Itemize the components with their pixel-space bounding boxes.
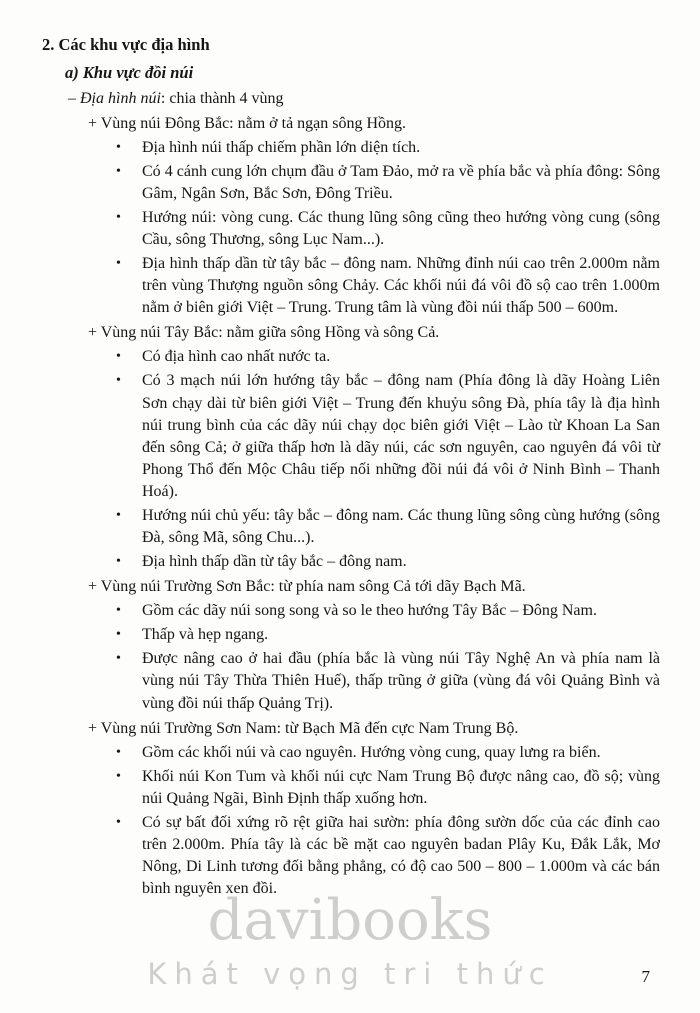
bullet-item: [116, 161, 660, 205]
bullet-text: Hướng núi: vòng cung. Các thung lũng sông cũng theo hướng vòng cung (sông Cầu, sông Thương, sông Lục Nam...).: [142, 208, 660, 248]
bullet-item: [116, 766, 660, 810]
bullet-item: [116, 812, 660, 900]
bullet-text: Có địa hình cao nhất nước ta.: [142, 348, 331, 366]
bullet-item: [116, 253, 660, 319]
watermark-brand-text: davibooks: [207, 888, 493, 953]
subsection-heading: a) Khu vực đồi núi: [65, 62, 194, 82]
bullet-text: Địa hình thấp dần từ tây bắc – đông nam. Những đỉnh núi cao trên 2.000m nằm trên vùng Thượng nguồn sông Chảy. Các khối núi đá vôi đồ sộ cao trên 1.000m nằm ở biên giới Việt – Trung. Trung tâm là vùng đồi núi thấp 500 – 600m.: [142, 255, 660, 317]
bullet-icon: •: [116, 627, 121, 643]
bullet-text: Được nâng cao ở hai đầu (phía bắc là vùng núi Tây Nghệ An và phía nam là vùng núi Tây Thừa Thiên Huế), thấp trũng ở giữa (vùng đá vôi Quảng Bình và vùng đồi núi thấp Quảng Trị).: [142, 650, 660, 712]
bullet-text: Hướng núi chủ yếu: tây bắc – đông nam. Các thung lũng sông cùng hướng (sông Đà, sông Mã, sông Chu...).: [142, 506, 660, 547]
bullet-text: Có sự bất đối xứng rõ rệt giữa hai sườn: phía đông sườn dốc của các đỉnh cao trên 2.000m. Phía tây là các bề mặt cao nguyên badan Plây Ku, Đắk Lắk, Mơ Nông, Di Linh tương đối bằng phẳng, có độ cao 500 – 800 – 1.000m và các bán bình nguyên xen đồi.: [142, 813, 660, 898]
bullet-icon: •: [116, 349, 121, 365]
bullet-text: Có 3 mạch núi lớn hướng tây bắc – đông nam (Phía đông là dãy Hoàng Liên Sơn chạy dài từ biên giới Việt – Trung đến khuỷu sông Đà, phía tây là địa hình núi trung bình của các dãy núi chạy dọc biên giới Việt – Lào từ Khoan La San đến sông Cả; ở giữa thấp hơn là dãy núi, các sơn nguyên, cao nguyên đá vôi từ Phong Thổ đến Mộc Châu tiếp nối những đồi núi đá vôi ở Ninh Bình – Thanh Hoá).: [142, 372, 660, 500]
bullet-item: [116, 600, 660, 622]
bullet-icon: •: [116, 209, 121, 225]
bullet-icon: •: [116, 507, 121, 523]
region-title-tay-bac: + Vùng núi Tây Bắc: nằm giữa sông Hồng và sông Cả.: [88, 324, 440, 342]
bullet-icon: •: [116, 651, 121, 667]
bullet-item: [116, 346, 660, 368]
region-title-truong-son-bac: + Vùng núi Trường Sơn Bắc: từ phía nam sông Cả tới dãy Bạch Mã.: [88, 578, 526, 596]
bullet-text: Gồm các dãy núi song song và so le theo hướng Tây Bắc – Đông Nam.: [142, 602, 597, 620]
section-heading: 2. Các khu vực địa hình: [42, 35, 210, 54]
bullet-icon: •: [116, 554, 121, 570]
bullet-icon: •: [116, 163, 121, 179]
bullet-item: [116, 624, 660, 646]
bullet-icon: •: [116, 139, 121, 155]
bullet-item: [116, 551, 660, 573]
intro-rest-text: : chia thành 4 vùng: [160, 89, 284, 107]
bullet-item: [116, 648, 660, 714]
watermark: [0, 888, 700, 991]
bullet-icon: •: [116, 814, 121, 830]
bullet-text: Địa hình núi thấp chiếm phần lớn diện tích.: [142, 138, 421, 156]
intro-line: [68, 88, 660, 110]
bullet-item: [116, 505, 660, 549]
page-number: 7: [641, 967, 650, 986]
region-title-truong-son-nam: + Vùng núi Trường Sơn Nam: từ Bạch Mã đến cực Nam Trung Bộ.: [88, 719, 519, 737]
bullet-item: [116, 207, 660, 251]
bullet-item: [116, 742, 660, 764]
watermark-slogan-text: Khát vọng tri thức: [147, 957, 553, 991]
bullet-item: [116, 137, 660, 159]
bullet-icon: •: [116, 256, 121, 272]
bullet-item: [116, 370, 660, 502]
bullet-icon: •: [116, 373, 121, 389]
bullet-text: Khối núi Kon Tum và khối núi cực Nam Trung Bộ được nâng cao, đồ sộ; vùng núi Quảng Ngãi, Bình Định thấp xuống hơn.: [142, 767, 660, 807]
bullet-icon: •: [116, 744, 121, 760]
bullet-icon: •: [116, 768, 121, 784]
region-title-dong-bac: + Vùng núi Đông Bắc: nằm ở tả ngạn sông Hồng.: [88, 114, 407, 132]
bullet-text: Địa hình thấp dần từ tây bắc – đông nam.: [142, 553, 407, 571]
bullet-text: Gồm các khối núi và cao nguyên. Hướng vòng cung, quay lưng ra biển.: [142, 743, 601, 761]
bullet-text: Thấp và hẹp ngang.: [142, 626, 269, 644]
intro-italic-text: – Địa hình núi: [68, 89, 161, 107]
bullet-icon: •: [116, 603, 121, 619]
bullet-text: Có 4 cánh cung lớn chụm đầu ở Tam Đảo, mở ra về phía bắc và phía đông: Sông Gâm, Ngân Sơn, Bắc Sơn, Đông Triều.: [142, 162, 660, 202]
